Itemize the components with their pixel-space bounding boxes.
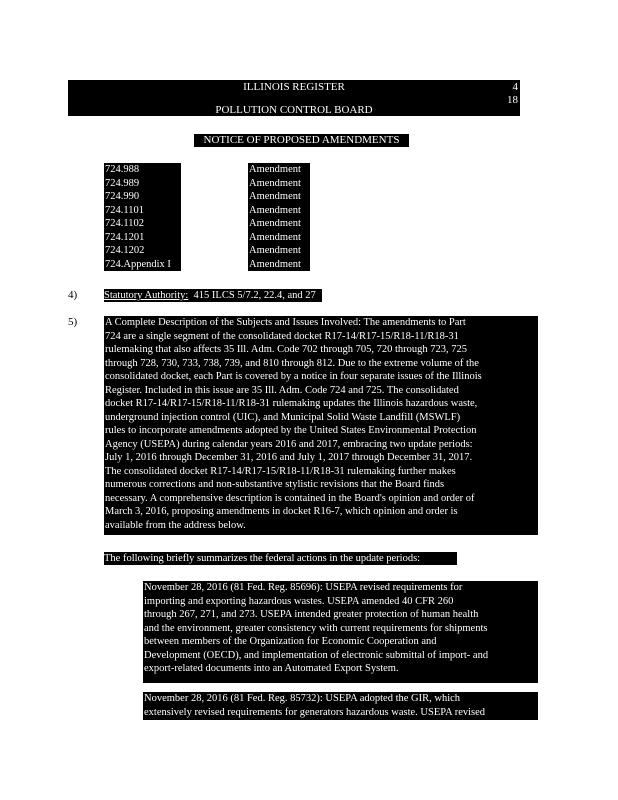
federal-action-entry <box>143 692 538 720</box>
statutory-authority <box>104 289 322 302</box>
federal-actions-intro: The following briefly summarizes the federal actions in the update periods: <box>104 552 457 565</box>
entry-line: between members of the Organization for Economic Cooperation and <box>144 636 437 647</box>
entry-line: November 28, 2016 (81 Fed. Reg. 85732): USEPA adopted the GIR, which <box>144 693 461 704</box>
entry-line: and the environment, greater consistency with current requirements for shipments <box>144 622 488 634</box>
description-paragraph <box>104 316 538 535</box>
entry-line: export-related documents into an Automated Export System. <box>144 663 399 674</box>
issue-number: 18 <box>507 94 518 106</box>
paragraph-line: March 3, 2016, proposing amendments in docket R16-7, which opinion and order is <box>105 506 458 517</box>
board-header-bar <box>68 94 520 116</box>
paragraph-line: necessary. A comprehensive description is contained in the Board's opinion and order of <box>105 492 475 504</box>
board-title: POLLUTION CONTROL BOARD <box>215 104 373 116</box>
section-action: Amendment <box>248 177 310 191</box>
paragraph-line: July 1, 2016 through December 31, 2016 and July 1, 2017 through December 31, 2017. <box>105 452 473 463</box>
paragraph-line: 724 are a single segment of the consolidated docket R17-14/R17-15/R18-11/R18-31 <box>105 330 459 342</box>
paragraph-line: through 728, 730, 733, 738, 739, and 810 through 812. Due to the extreme volume of the <box>105 357 479 369</box>
paragraph-line: Register. Included in this issue are 35 Ill. Adm. Code 724 and 725. The consolidated <box>105 384 459 396</box>
paragraph-line: available from the address below. <box>105 519 246 531</box>
section-action: Amendment <box>248 163 310 177</box>
section-number: 724.990 <box>104 190 181 204</box>
register-header-bar <box>68 80 520 94</box>
paragraph-line: rules to incorporate amendments adopted by the United States Environmental Protection <box>105 425 477 436</box>
paragraph-line: docket R17-14/R17-15/R18-11/R18-31 rulemaking updates the Illinois hazardous waste, <box>105 398 478 409</box>
paragraph-line: A Complete Description of the Subjects and Issues Involved: The amendments to Part <box>105 317 466 328</box>
paragraph-line: consolidated docket, each Part is covered by a notice in four separate issues of the Illinois <box>105 371 482 382</box>
statutory-authority-label: Statutory Authority: <box>104 290 189 301</box>
section-number: 724.988 <box>104 163 181 177</box>
item-number: 5) <box>68 316 78 328</box>
section-number: 724.1101 <box>104 204 181 218</box>
section-number: 724.1102 <box>104 217 181 231</box>
federal-action-entry <box>143 581 538 683</box>
paragraph-line: numerous corrections and non-substantive stylistic revisions that the Board finds <box>105 479 445 490</box>
paragraph-line: rulemaking that also affects 35 Ill. Adm. Code 702 through 705, 720 through 723, 725 <box>105 344 468 355</box>
section-number: 724.1202 <box>104 244 181 258</box>
section-number: 724.989 <box>104 177 181 191</box>
section-action: Amendment <box>248 244 310 258</box>
entry-line: importing and exporting hazardous wastes. USEPA amended 40 CFR 260 <box>144 595 454 607</box>
statutory-authority-text: 415 ILCS 5/7.2, 22.4, and 27 <box>193 290 316 301</box>
section-action: Amendment <box>248 217 310 231</box>
register-title: ILLINOIS REGISTER <box>243 81 345 93</box>
entry-line: through 267, 271, and 273. USEPA intended greater protection of human health <box>144 609 479 620</box>
section-action: Amendment <box>248 190 310 204</box>
item-number: 4) <box>68 289 78 301</box>
paragraph-line: The consolidated docket R17-14/R17-15/R18-11/R18-31 rulemaking further makes <box>105 465 456 477</box>
section-action: Amendment <box>248 231 310 245</box>
entry-line: extensively revised requirements for generators hazardous waste. USEPA revised <box>144 706 486 718</box>
entry-line: November 28, 2016 (81 Fed. Reg. 85696): USEPA revised requirements for <box>144 582 463 593</box>
section-number: 724.Appendix I <box>104 258 181 272</box>
section-action: Amendment <box>248 204 310 218</box>
page-number: 4 <box>512 81 518 93</box>
notice-title: NOTICE OF PROPOSED AMENDMENTS <box>194 134 409 147</box>
section-number: 724.1201 <box>104 231 181 245</box>
paragraph-line: Agency (USEPA) during calendar years 2016 and 2017, embracing two update periods: <box>105 438 473 450</box>
entry-line: Development (OECD), and implementation of electronic submittal of import- and <box>144 649 489 661</box>
section-action: Amendment <box>248 258 310 272</box>
paragraph-line: underground injection control (UIC), and Municipal Solid Waste Landfill (MSWLF) <box>105 411 461 423</box>
